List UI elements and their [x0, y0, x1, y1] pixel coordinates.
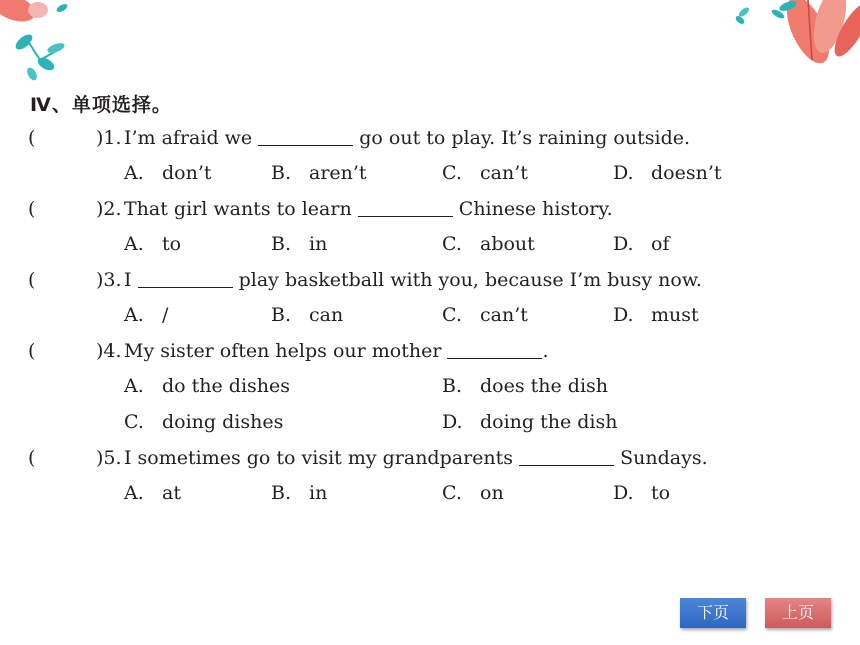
question-text: I’m afraid we go out to play. It’s raining outside.	[124, 127, 691, 149]
answer-paren-open[interactable]: (	[28, 340, 36, 362]
fill-blank[interactable]	[358, 196, 453, 217]
question-text: That girl wants to learn Chinese history.	[124, 198, 613, 220]
question-number: )3.	[96, 269, 122, 291]
option-b[interactable]: B. can	[271, 304, 344, 326]
question-number: )5.	[96, 447, 122, 469]
answer-paren-open[interactable]: (	[28, 447, 36, 469]
option-d[interactable]: D. doesn’t	[613, 162, 722, 184]
fill-blank[interactable]	[138, 267, 233, 288]
fill-blank[interactable]	[519, 445, 614, 466]
option-d[interactable]: D. doing the dish	[442, 411, 618, 433]
option-a[interactable]: A. don’t	[124, 162, 212, 184]
option-c[interactable]: C. can’t	[442, 304, 528, 326]
fill-blank[interactable]	[258, 125, 353, 146]
option-b[interactable]: B. in	[271, 482, 328, 504]
question-text: I play basketball with you, because I’m busy now.	[124, 269, 702, 291]
option-b[interactable]: B. in	[271, 233, 328, 255]
option-a[interactable]: A. /	[124, 304, 169, 326]
floral-decoration-left-icon	[0, 0, 110, 95]
question-number: )4.	[96, 340, 122, 362]
fill-blank[interactable]	[447, 338, 542, 359]
option-c[interactable]: C. can’t	[442, 162, 528, 184]
option-b[interactable]: B. does the dish	[442, 375, 609, 397]
option-a[interactable]: A. at	[124, 482, 181, 504]
option-d[interactable]: D. must	[613, 304, 699, 326]
question-number: )2.	[96, 198, 122, 220]
question-number: )1.	[96, 127, 122, 149]
previous-page-button[interactable]: 上页	[765, 598, 831, 628]
question-text: My sister often helps our mother .	[124, 340, 549, 362]
option-b[interactable]: B. aren’t	[271, 162, 367, 184]
option-d[interactable]: D. to	[613, 482, 671, 504]
option-c[interactable]: C. doing dishes	[124, 411, 284, 433]
section-title: Ⅳ、单项选择。	[30, 94, 172, 116]
option-d[interactable]: D. of	[613, 233, 670, 255]
next-page-button[interactable]: 下页	[680, 598, 746, 628]
option-a[interactable]: A. do the dishes	[124, 375, 291, 397]
answer-paren-open[interactable]: (	[28, 127, 36, 149]
option-a[interactable]: A. to	[124, 233, 182, 255]
floral-decoration-right-icon	[730, 0, 860, 75]
answer-paren-open[interactable]: (	[28, 269, 36, 291]
question-text: I sometimes go to visit my grandparents Sundays.	[124, 447, 708, 469]
option-c[interactable]: C. about	[442, 233, 535, 255]
option-c[interactable]: C. on	[442, 482, 504, 504]
answer-paren-open[interactable]: (	[28, 198, 36, 220]
